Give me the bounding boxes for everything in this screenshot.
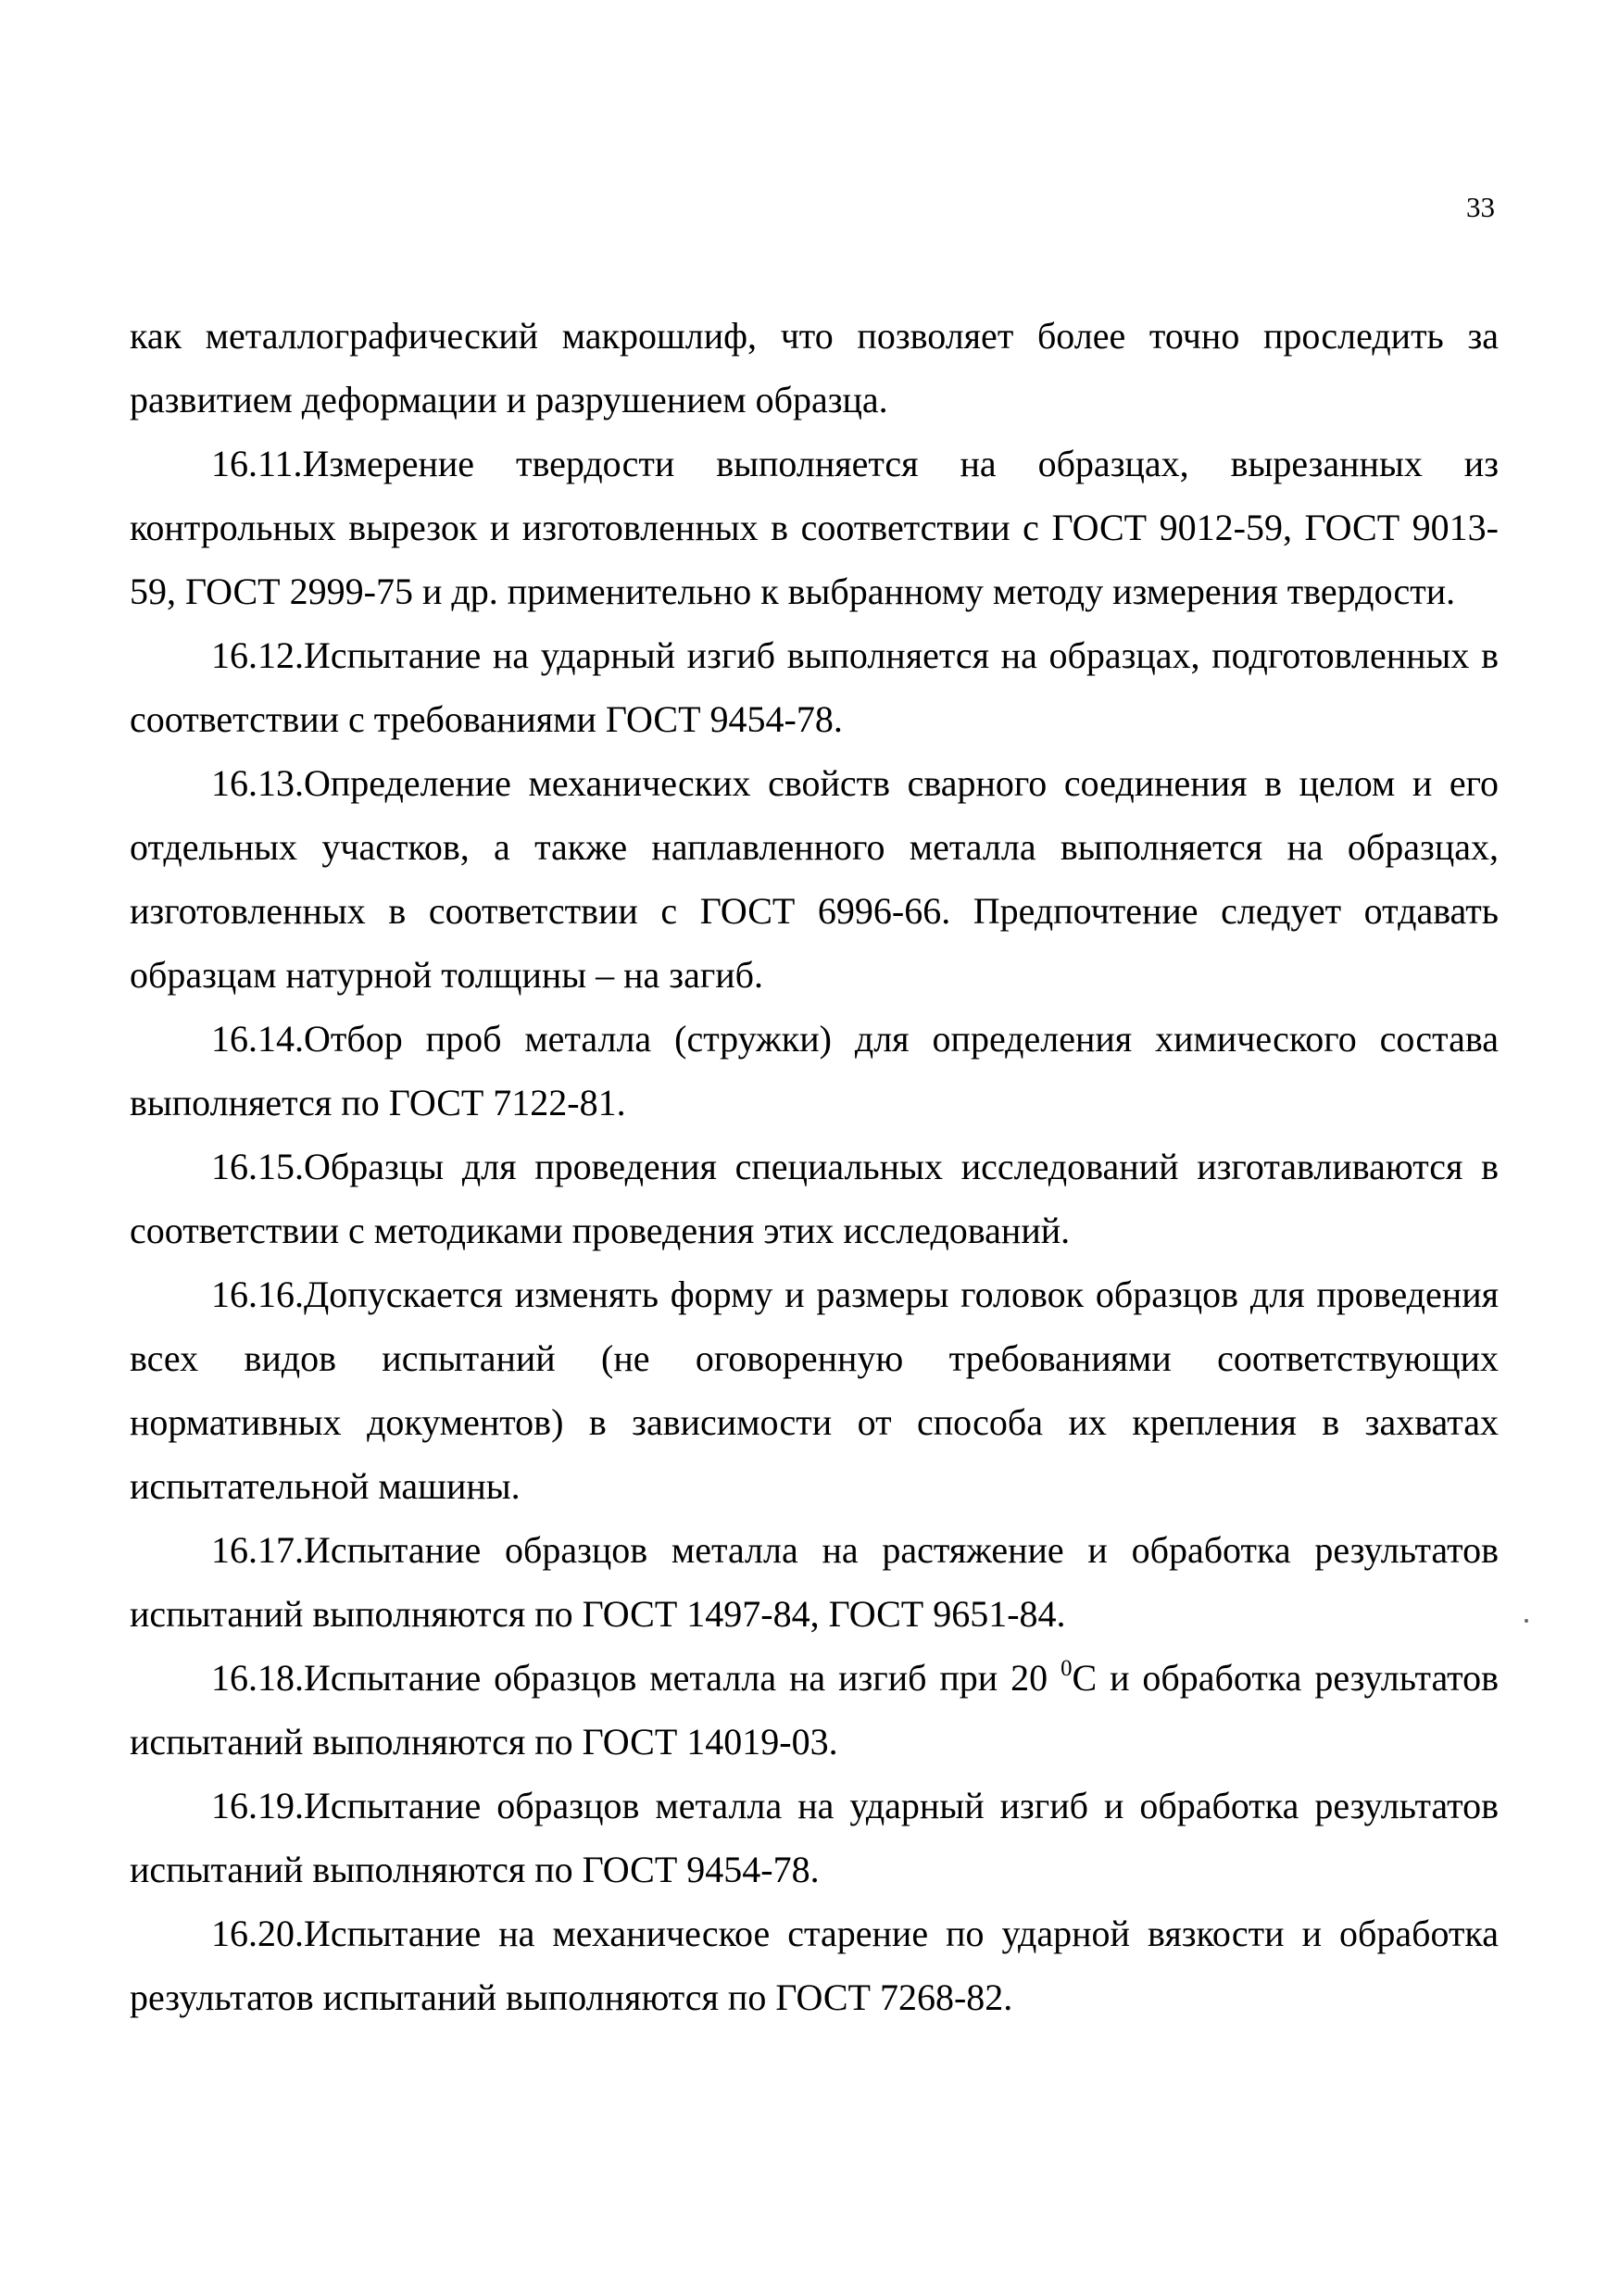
paragraph-16-18 [130, 1646, 1499, 1774]
degree-superscript: 0 [1061, 1656, 1073, 1682]
page-number: 33 [1466, 191, 1495, 223]
paragraph-16-13: 16.13.Определение механических свойств сварного соединения в целом и его отдельных участков, а также наплавленного металла выполняется на образцах, изготовленных в соответствии с ГОСТ 6996-66. Предпочтение следует отдавать образцам натурной толщины – на загиб. [130, 762, 1499, 996]
paragraph-16-19: 16.19.Испытание образцов металла на ударный изгиб и обработка результатов испытаний выполняются по ГОСТ 9454-78. [130, 1785, 1499, 1890]
paragraph-16-20: 16.20.Испытание на механическое старение по ударной вязкости и обработка результатов испытаний выполняются по ГОСТ 7268-82. [130, 1913, 1499, 2018]
paragraph-continuation: как металлографический макрошлиф, что позволяет более точно проследить за развитием деформации и разрушением образца. [130, 315, 1499, 420]
paragraph-16-18-after: С и обработка результатов испытаний выполняются по ГОСТ 14019-03. [130, 1657, 1499, 1763]
paragraph-16-16: 16.16.Допускается изменять форму и размеры головок образцов для проведения всех видов испытаний (не оговоренную требованиями соответствующих нормативных документов) в зависимости от способа их крепления в захватах испытательной машины. [130, 1273, 1499, 1507]
paragraph-16-14: 16.14.Отбор проб металла (стружки) для определения химического состава выполняется по ГОСТ 7122-81. [130, 1018, 1499, 1123]
paragraph-16-11: 16.11.Измерение твердости выполняется на образцах, вырезанных из контрольных вырезок и изготовленных в соответствии с ГОСТ 9012-59, ГОСТ 9013-59, ГОСТ 2999-75 и др. применительно к выбранному методу измерения твердости. [130, 443, 1499, 612]
paragraph-16-15: 16.15.Образцы для проведения специальных исследований изготавливаются в соответствии с методиками проведения этих исследований. [130, 1146, 1499, 1251]
paragraph-16-17: 16.17.Испытание образцов металла на растяжение и обработка результатов испытаний выполняются по ГОСТ 1497-84, ГОСТ 9651-84. [130, 1529, 1499, 1635]
scan-speck [1525, 1619, 1528, 1623]
paragraph-16-12: 16.12.Испытание на ударный изгиб выполняется на образцах, подготовленных в соответствии с требованиями ГОСТ 9454-78. [130, 634, 1499, 740]
paragraph-16-18-before: 16.18.Испытание образцов металла на изгиб при 20 [211, 1657, 1061, 1699]
document-body [130, 304, 1499, 2029]
